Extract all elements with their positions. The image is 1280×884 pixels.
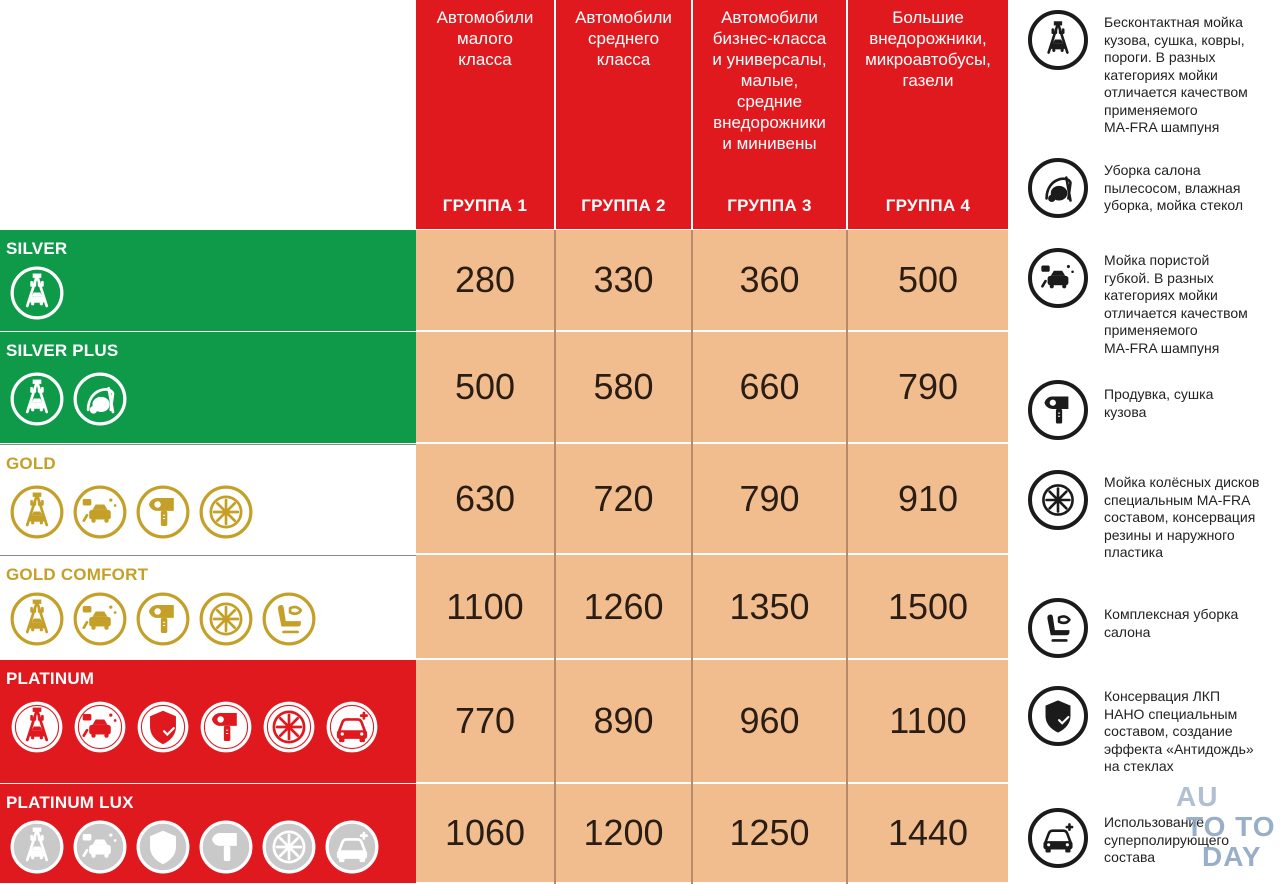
price-cell: 790 xyxy=(693,444,846,553)
column-divider xyxy=(846,230,848,884)
price-cell: 1060 xyxy=(416,784,554,882)
wheel-icon xyxy=(199,485,253,539)
column-group-label: ГРУППА 3 xyxy=(727,196,812,215)
package-platinum-lux xyxy=(0,784,416,883)
sponge-icon xyxy=(73,700,127,754)
car-polish-icon xyxy=(325,700,379,754)
price-cell: 720 xyxy=(556,444,691,553)
price-cell: 500 xyxy=(848,230,1008,330)
car-polish-icon xyxy=(1028,808,1088,868)
column-description: Большие внедорожники, микроавтобусы, газели xyxy=(865,8,991,90)
legend-text: Использование суперполирующего состава xyxy=(1104,814,1230,865)
price-cell: 360 xyxy=(693,230,846,330)
sponge-icon xyxy=(73,592,127,646)
package-name: GOLD COMFORT xyxy=(6,565,149,584)
package-platinum xyxy=(0,660,416,783)
dryer-icon xyxy=(1028,380,1088,440)
package-name: PLATINUM xyxy=(6,669,95,688)
legend-text: Мойка колёсных дисков специальным MA-FRA составом, консервация резины и наружного пластика xyxy=(1104,474,1260,560)
column-divider xyxy=(691,230,693,884)
shield-icon xyxy=(136,820,190,874)
price-cell: 960 xyxy=(693,660,846,782)
price-cell: 1350 xyxy=(693,555,846,658)
price-cell: 1250 xyxy=(693,784,846,882)
legend-text: Комплексная уборка салона xyxy=(1104,606,1239,640)
column-group-label: ГРУППА 4 xyxy=(885,196,971,215)
price-cell: 1200 xyxy=(556,784,691,882)
dryer-icon xyxy=(136,485,190,539)
column-header-group-2 xyxy=(556,0,691,229)
vacuum-icon xyxy=(73,372,127,426)
legend-text: Продувка, сушка кузова xyxy=(1104,386,1214,420)
wash-icon xyxy=(10,266,64,320)
package-silver xyxy=(0,230,416,331)
watermark-line: TO TO xyxy=(1186,811,1276,842)
wheel-icon xyxy=(1028,470,1088,530)
column-header-group-1 xyxy=(416,0,554,229)
package-icons xyxy=(10,485,253,539)
column-divider xyxy=(554,230,556,884)
price-cell: 1100 xyxy=(416,555,554,658)
dryer-icon xyxy=(199,820,253,874)
price-cell: 500 xyxy=(416,332,554,442)
price-cell: 770 xyxy=(416,660,554,782)
price-cell: 890 xyxy=(556,660,691,782)
legend-text: Мойка пористой губкой. В разных категориях мойки отличается качеством применяемого MA-FRA шампуня xyxy=(1104,252,1248,356)
dryer-icon xyxy=(199,700,253,754)
package-name: SILVER PLUS xyxy=(6,341,119,360)
vacuum-icon xyxy=(1028,158,1088,218)
wash-icon xyxy=(10,700,64,754)
package-gold xyxy=(0,444,416,554)
seat-icon xyxy=(1028,598,1088,658)
column-header-group-4 xyxy=(848,0,1008,229)
package-icons xyxy=(10,266,64,320)
sponge-icon xyxy=(1028,248,1088,308)
price-cell: 660 xyxy=(693,332,846,442)
wash-icon xyxy=(10,485,64,539)
price-cell: 330 xyxy=(556,230,691,330)
price-cell: 910 xyxy=(848,444,1008,553)
price-cell: 1100 xyxy=(848,660,1008,782)
price-cell: 1440 xyxy=(848,784,1008,882)
column-group-label: ГРУППА 1 xyxy=(442,196,528,215)
package-name: PLATINUM LUX xyxy=(6,793,134,812)
price-cell: 1500 xyxy=(848,555,1008,658)
wheel-icon xyxy=(199,592,253,646)
price-cell: 580 xyxy=(556,332,691,442)
watermark-line: DAY xyxy=(1202,841,1262,872)
sponge-icon xyxy=(73,820,127,874)
shield-icon xyxy=(136,700,190,754)
package-icons xyxy=(10,700,379,754)
package-icons xyxy=(10,592,316,646)
watermark-line: AU xyxy=(1176,781,1219,812)
car-polish-icon xyxy=(325,820,379,874)
legend-text: Уборка салона пылесосом, влажная уборка, мойка стекол xyxy=(1104,162,1244,213)
column-description: Автомобили среднего класса xyxy=(575,8,672,69)
price-cell: 280 xyxy=(416,230,554,330)
wheel-icon xyxy=(262,700,316,754)
package-name: GOLD xyxy=(6,454,56,473)
legend-text: Бесконтактная мойка кузова, сушка, ковры, пороги. В разных категориях мойки отличается качеством применяемого MA-FRA шампуня xyxy=(1104,14,1248,135)
wash-icon xyxy=(10,820,64,874)
dryer-icon xyxy=(136,592,190,646)
sponge-icon xyxy=(73,485,127,539)
wheel-icon xyxy=(262,820,316,874)
price-cell: 630 xyxy=(416,444,554,553)
shield-icon xyxy=(1028,686,1088,746)
package-icons xyxy=(10,820,379,874)
column-description: Автомобили малого класса xyxy=(436,8,534,69)
seat-icon xyxy=(262,592,316,646)
legend-text: Консервация ЛКП НАНО специальным составом, создание эффекта «Антидождь» на стеклах xyxy=(1104,688,1254,774)
package-gold-comfort xyxy=(0,555,416,659)
price-cell: 1260 xyxy=(556,555,691,658)
package-silver-plus xyxy=(0,332,416,443)
package-name: SILVER xyxy=(6,239,68,258)
wash-icon xyxy=(1028,10,1088,70)
column-description: Автомобили бизнес-класса и универсалы, малые, средние внедорожники и минивены xyxy=(712,8,827,153)
wash-icon xyxy=(10,372,64,426)
column-header-group-3 xyxy=(693,0,846,229)
watermark-logo xyxy=(1176,782,1280,882)
price-cell: 790 xyxy=(848,332,1008,442)
wash-icon xyxy=(10,592,64,646)
package-icons xyxy=(10,372,127,426)
column-group-label: ГРУППА 2 xyxy=(581,196,666,215)
